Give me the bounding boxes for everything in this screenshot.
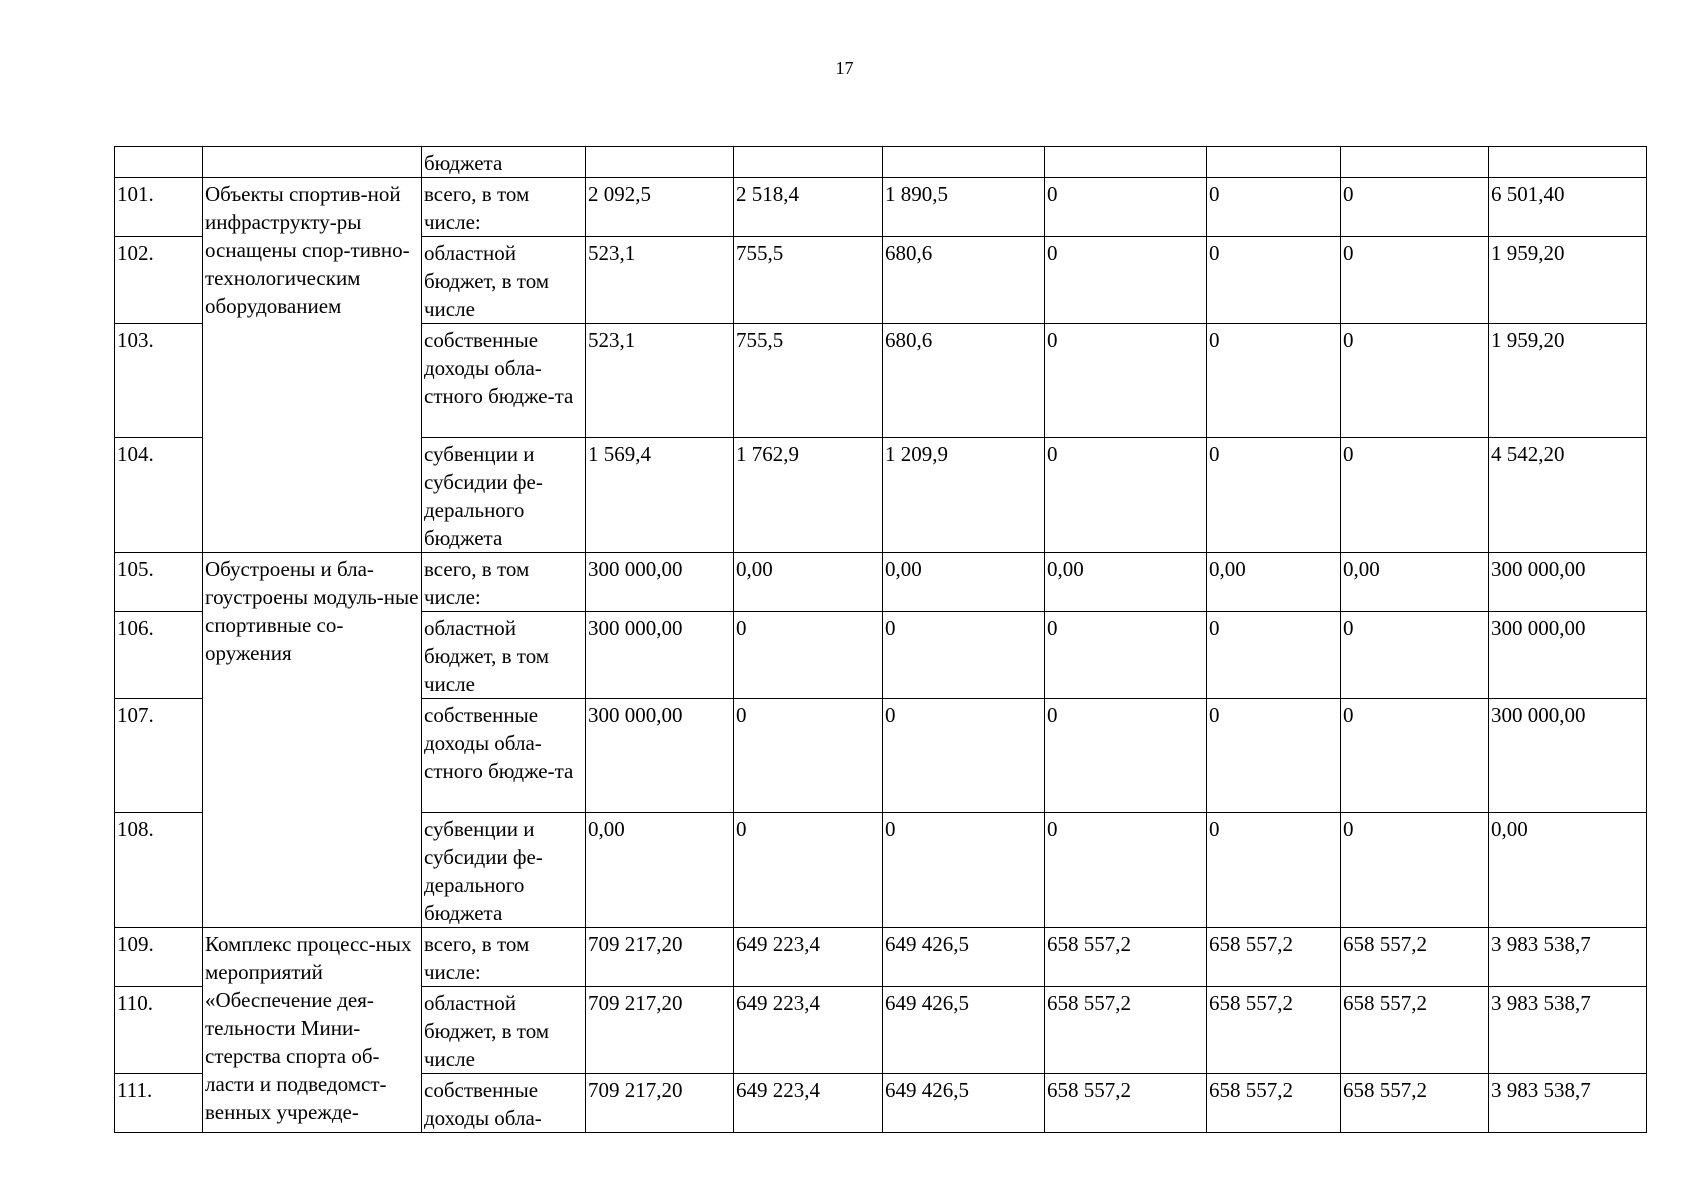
value-cell: 709 217,20 xyxy=(586,928,734,987)
value-cell xyxy=(883,147,1045,178)
funding-source-cell: субвенции и субсидии фе-дерального бюджета xyxy=(422,813,586,928)
value-cell: 658 557,2 xyxy=(1207,928,1341,987)
value-cell: 523,1 xyxy=(586,324,734,438)
funding-source-cell: областной бюджет, в том числе xyxy=(422,237,586,324)
total-cell: 6 501,40 xyxy=(1489,178,1647,237)
value-cell: 523,1 xyxy=(586,237,734,324)
funding-source-cell: собственные доходы обла-стного бюдже-та xyxy=(422,324,586,438)
value-cell: 658 557,2 xyxy=(1045,987,1207,1074)
measure-name-cell: Объекты спортив-ной инфраструкту-ры оснащены спор-тивно-технологическим оборудованием xyxy=(203,178,422,553)
table-body xyxy=(115,147,1647,1133)
value-cell: 1 762,9 xyxy=(734,438,883,553)
measure-name-cell: Обустроены и бла-гоустроены модуль-ные спортивные со-оружения xyxy=(203,553,422,928)
value-cell: 0,00 xyxy=(734,553,883,612)
funding-source-cell: субвенции и субсидии фе-дерального бюджета xyxy=(422,438,586,553)
value-cell: 1 569,4 xyxy=(586,438,734,553)
value-cell: 649 426,5 xyxy=(883,1074,1045,1133)
value-cell: 680,6 xyxy=(883,237,1045,324)
total-cell: 3 983 538,7 xyxy=(1489,1074,1647,1133)
measure-name-cell xyxy=(203,147,422,178)
value-cell: 0 xyxy=(734,813,883,928)
budget-table xyxy=(114,146,1647,1133)
row-number-cell: 111. xyxy=(115,1074,203,1133)
value-cell: 0 xyxy=(1207,438,1341,553)
value-cell: 0 xyxy=(883,813,1045,928)
table-row xyxy=(115,553,1647,612)
row-number-cell: 103. xyxy=(115,324,203,438)
funding-source-cell: собственные доходы обла- xyxy=(422,1074,586,1133)
table-row-continuation xyxy=(115,147,1647,178)
value-cell: 649 223,4 xyxy=(734,928,883,987)
row-number-cell: 101. xyxy=(115,178,203,237)
value-cell: 0,00 xyxy=(1341,553,1489,612)
value-cell xyxy=(1207,147,1341,178)
total-cell: 300 000,00 xyxy=(1489,699,1647,813)
value-cell: 0,00 xyxy=(883,553,1045,612)
value-cell: 649 223,4 xyxy=(734,987,883,1074)
value-cell: 709 217,20 xyxy=(586,987,734,1074)
funding-source-cell: областной бюджет, в том числе xyxy=(422,612,586,699)
value-cell: 649 426,5 xyxy=(883,928,1045,987)
row-number-cell: 107. xyxy=(115,699,203,813)
value-cell: 658 557,2 xyxy=(1045,1074,1207,1133)
total-cell: 3 983 538,7 xyxy=(1489,928,1647,987)
total-cell: 0,00 xyxy=(1489,813,1647,928)
value-cell: 0 xyxy=(1341,813,1489,928)
value-cell: 1 890,5 xyxy=(883,178,1045,237)
value-cell xyxy=(586,147,734,178)
value-cell: 300 000,00 xyxy=(586,699,734,813)
total-cell: 1 959,20 xyxy=(1489,237,1647,324)
value-cell: 0,00 xyxy=(1045,553,1207,612)
value-cell: 658 557,2 xyxy=(1207,987,1341,1074)
value-cell: 2 518,4 xyxy=(734,178,883,237)
row-number-cell: 105. xyxy=(115,553,203,612)
value-cell: 0 xyxy=(1341,612,1489,699)
funding-source-cell: всего, в том числе: xyxy=(422,178,586,237)
value-cell: 658 557,2 xyxy=(1207,1074,1341,1133)
value-cell: 0 xyxy=(1045,438,1207,553)
value-cell: 0 xyxy=(1341,324,1489,438)
row-number-cell: 104. xyxy=(115,438,203,553)
value-cell: 709 217,20 xyxy=(586,1074,734,1133)
value-cell: 0,00 xyxy=(586,813,734,928)
value-cell xyxy=(1341,147,1489,178)
row-number-cell: 110. xyxy=(115,987,203,1074)
page-number: 17 xyxy=(835,58,854,78)
row-number-cell: 109. xyxy=(115,928,203,987)
funding-source-cell: областной бюджет, в том числе xyxy=(422,987,586,1074)
value-cell: 0 xyxy=(1207,612,1341,699)
total-cell xyxy=(1489,147,1647,178)
value-cell: 0 xyxy=(1341,438,1489,553)
value-cell: 0 xyxy=(1045,612,1207,699)
value-cell: 0 xyxy=(1045,237,1207,324)
value-cell: 658 557,2 xyxy=(1341,928,1489,987)
value-cell: 0 xyxy=(1341,178,1489,237)
value-cell: 0 xyxy=(1207,178,1341,237)
value-cell: 0 xyxy=(1207,699,1341,813)
row-number-cell: 108. xyxy=(115,813,203,928)
value-cell: 658 557,2 xyxy=(1045,928,1207,987)
funding-source-cell: собственные доходы обла-стного бюдже-та xyxy=(422,699,586,813)
value-cell: 0 xyxy=(1045,813,1207,928)
funding-source-cell: всего, в том числе: xyxy=(422,553,586,612)
value-cell: 755,5 xyxy=(734,324,883,438)
value-cell: 0 xyxy=(1207,237,1341,324)
value-cell: 0 xyxy=(883,612,1045,699)
measure-name-cell: Комплекс процесс-ных мероприятий «Обеспечение дея-тельности Мини-стерства спорта об-ласти и подведомст-венных учрежде- xyxy=(203,928,422,1133)
value-cell: 0 xyxy=(1045,178,1207,237)
value-cell: 0 xyxy=(1341,237,1489,324)
value-cell: 680,6 xyxy=(883,324,1045,438)
row-number-cell: 102. xyxy=(115,237,203,324)
total-cell: 1 959,20 xyxy=(1489,324,1647,438)
value-cell: 649 426,5 xyxy=(883,987,1045,1074)
total-cell: 300 000,00 xyxy=(1489,553,1647,612)
funding-source-cell: всего, в том числе: xyxy=(422,928,586,987)
table-row xyxy=(115,178,1647,237)
total-cell: 300 000,00 xyxy=(1489,612,1647,699)
value-cell: 300 000,00 xyxy=(586,553,734,612)
value-cell: 0 xyxy=(1207,324,1341,438)
value-cell: 0 xyxy=(734,612,883,699)
value-cell: 300 000,00 xyxy=(586,612,734,699)
total-cell: 3 983 538,7 xyxy=(1489,987,1647,1074)
value-cell: 0 xyxy=(1045,699,1207,813)
row-number-cell: 106. xyxy=(115,612,203,699)
value-cell xyxy=(734,147,883,178)
value-cell xyxy=(1045,147,1207,178)
funding-source-cell: бюджета xyxy=(422,147,586,178)
value-cell: 0 xyxy=(883,699,1045,813)
value-cell: 0 xyxy=(1341,699,1489,813)
value-cell: 658 557,2 xyxy=(1341,987,1489,1074)
value-cell: 658 557,2 xyxy=(1341,1074,1489,1133)
total-cell: 4 542,20 xyxy=(1489,438,1647,553)
row-number-cell xyxy=(115,147,203,178)
value-cell: 0,00 xyxy=(1207,553,1341,612)
value-cell: 0 xyxy=(1045,324,1207,438)
value-cell: 2 092,5 xyxy=(586,178,734,237)
value-cell: 0 xyxy=(734,699,883,813)
value-cell: 649 223,4 xyxy=(734,1074,883,1133)
value-cell: 0 xyxy=(1207,813,1341,928)
value-cell: 755,5 xyxy=(734,237,883,324)
value-cell: 1 209,9 xyxy=(883,438,1045,553)
table-row xyxy=(115,928,1647,987)
